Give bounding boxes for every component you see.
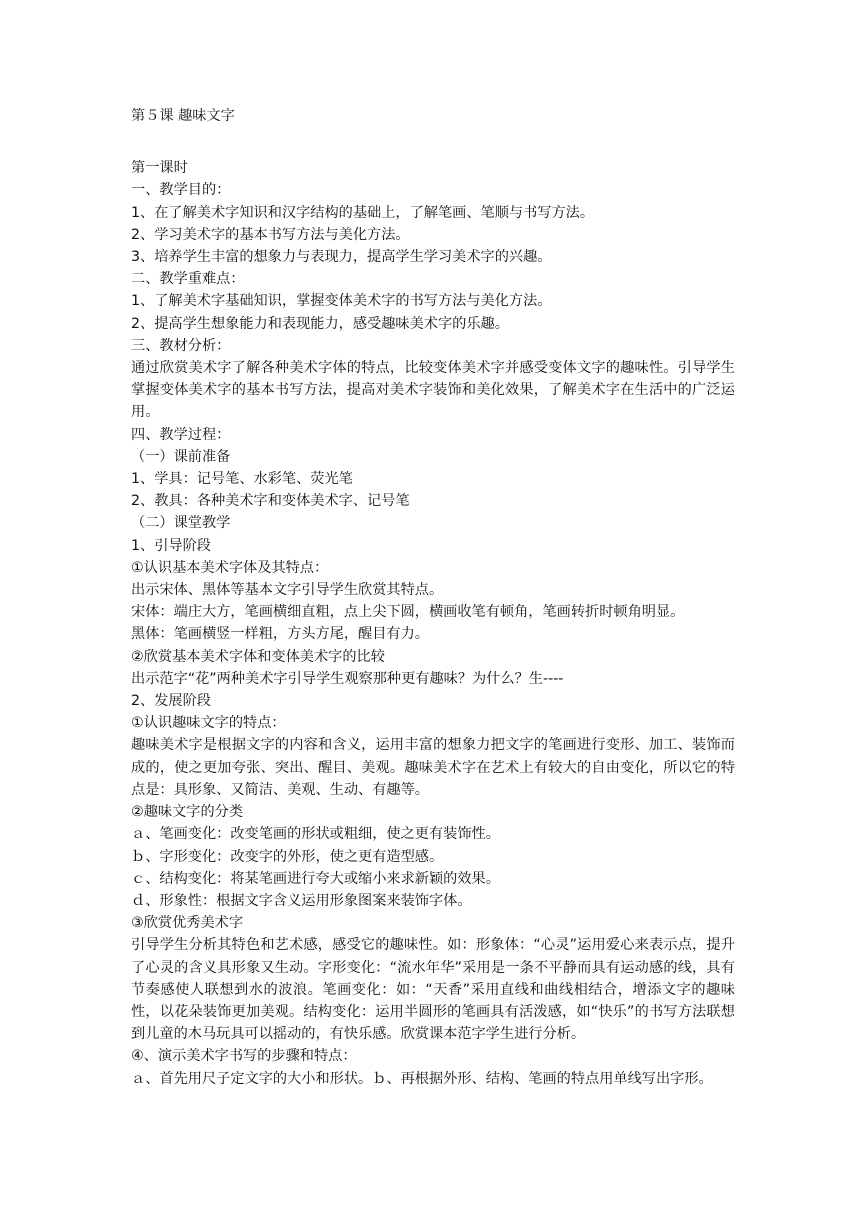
document-line: ｄ、形象性：根据文字含义运用形象图案来装饰字体。: [131, 892, 472, 909]
document-line: 引导学生分析其特色和艺术感，感受它的趣味性。如：形象体：“心灵”运用爱心来表示点，提升了心灵的含义具形象又生动。字形变化：“流水年华”采用是一条不平静而具有运动感的线，具有节奏感使人联想到水的波浪。笔画变化：如：“天香”采用直线和曲线相结合，增添文字的趣味性，以花朵装饰更加美观。结构变化：运用半圆形的笔画具有活泼感，如“快乐”的书写方法联想到儿童的木马玩具可以摇动的，有快乐感。欣赏课本范字学生进行分析。: [131, 937, 735, 1043]
document-line: 三、教材分析：: [131, 337, 231, 354]
document-line: ②欣赏基本美术字体和变体美术字的比较: [131, 648, 385, 665]
document-line: 出示宋体、黑体等基本文字引导学生欣赏其特点。: [131, 582, 444, 599]
document-line: ①认识基本美术字体及其特点：: [131, 559, 329, 576]
document-line: ｂ、字形变化：改变字的外形，使之更有造型感。: [131, 848, 444, 865]
document-line: 通过欣赏美术字了解各种美术字体的特点，比较变体美术字并感受变体文字的趣味性。引导学生掌握变体美术字的基本书写方法，提高对美术字装饰和美化效果，了解美术字在生活中的广泛运用。: [131, 360, 735, 421]
document-line: 1、在了解美术字知识和汉字结构的基础上，了解笔画、笔顺与书写方法。: [131, 204, 595, 221]
document-line: ④、演示美术字书写的步骤和特点：: [131, 1048, 357, 1065]
document-line: 3、培养学生丰富的想象力与表现力，提高学生学习美术字的兴趣。: [131, 249, 552, 266]
document-line: 1、引导阶段: [131, 537, 211, 554]
document-line: 2、学习美术字的基本书写方法与美化方法。: [131, 226, 410, 243]
document-line: 1、学具：记号笔、水彩笔、荧光笔: [131, 471, 353, 488]
document-line: （一）课前准备: [131, 448, 231, 465]
document-line: ａ、笔画变化：改变笔画的形状或粗细，使之更有装饰性。: [131, 826, 500, 843]
document-line: 四、教学过程：: [131, 426, 231, 443]
document-line: ②趣味文字的分类: [131, 804, 244, 821]
document-line: 出示范字“花”两种美术字引导学生观察那种更有趣味？为什么？生----: [131, 670, 564, 687]
document-line: 2、提高学生想象能力和表现能力，感受趣味美术字的乐趣。: [131, 315, 509, 332]
document-line: ａ、首先用尺子定文字的大小和形状。ｂ、再根据外形、结构、笔画的特点用单线写出字形。: [131, 1070, 713, 1087]
document-body: [131, 157, 735, 1090]
document-line: （二）课堂教学: [131, 515, 231, 532]
document-line: 第一课时: [131, 160, 188, 177]
document-line: 趣味美术字是根据文字的内容和含义，运用丰富的想象力把文字的笔画进行变形、加工、装饰而成的，使之更加夸张、突出、醒目、美观。趣味美术字在艺术上有较大的自由变化，所以它的特点是：具形象、又简洁、美观、生动、有趣等。: [131, 737, 735, 798]
document-line: 二、教学重难点：: [131, 271, 245, 288]
document-line: ③欣赏优秀美术字: [131, 915, 244, 932]
document-line: ①认识趣味文字的特点：: [131, 715, 286, 732]
document-line: 一、教学目的：: [131, 182, 231, 199]
document-line: 1、了解美术字基础知识，掌握变体美术字的书写方法与美化方法。: [131, 293, 552, 310]
document-line: ｃ、结构变化：将某笔画进行夸大或缩小来求新颖的效果。: [131, 870, 500, 887]
document-line: 黑体：笔画横竖一样粗，方头方尾，醒目有力。: [131, 626, 429, 643]
document-page: [131, 105, 735, 1090]
document-line: 2、发展阶段: [131, 693, 211, 710]
document-line: 2、教具：各种美术字和变体美术字、记号笔: [131, 493, 410, 510]
document-title: 第５课 趣味文字: [131, 108, 235, 124]
document-line: 宋体：端庄大方，笔画横细直粗，点上尖下圆，横画收笔有顿角，笔画转折时顿角明显。: [131, 604, 685, 621]
